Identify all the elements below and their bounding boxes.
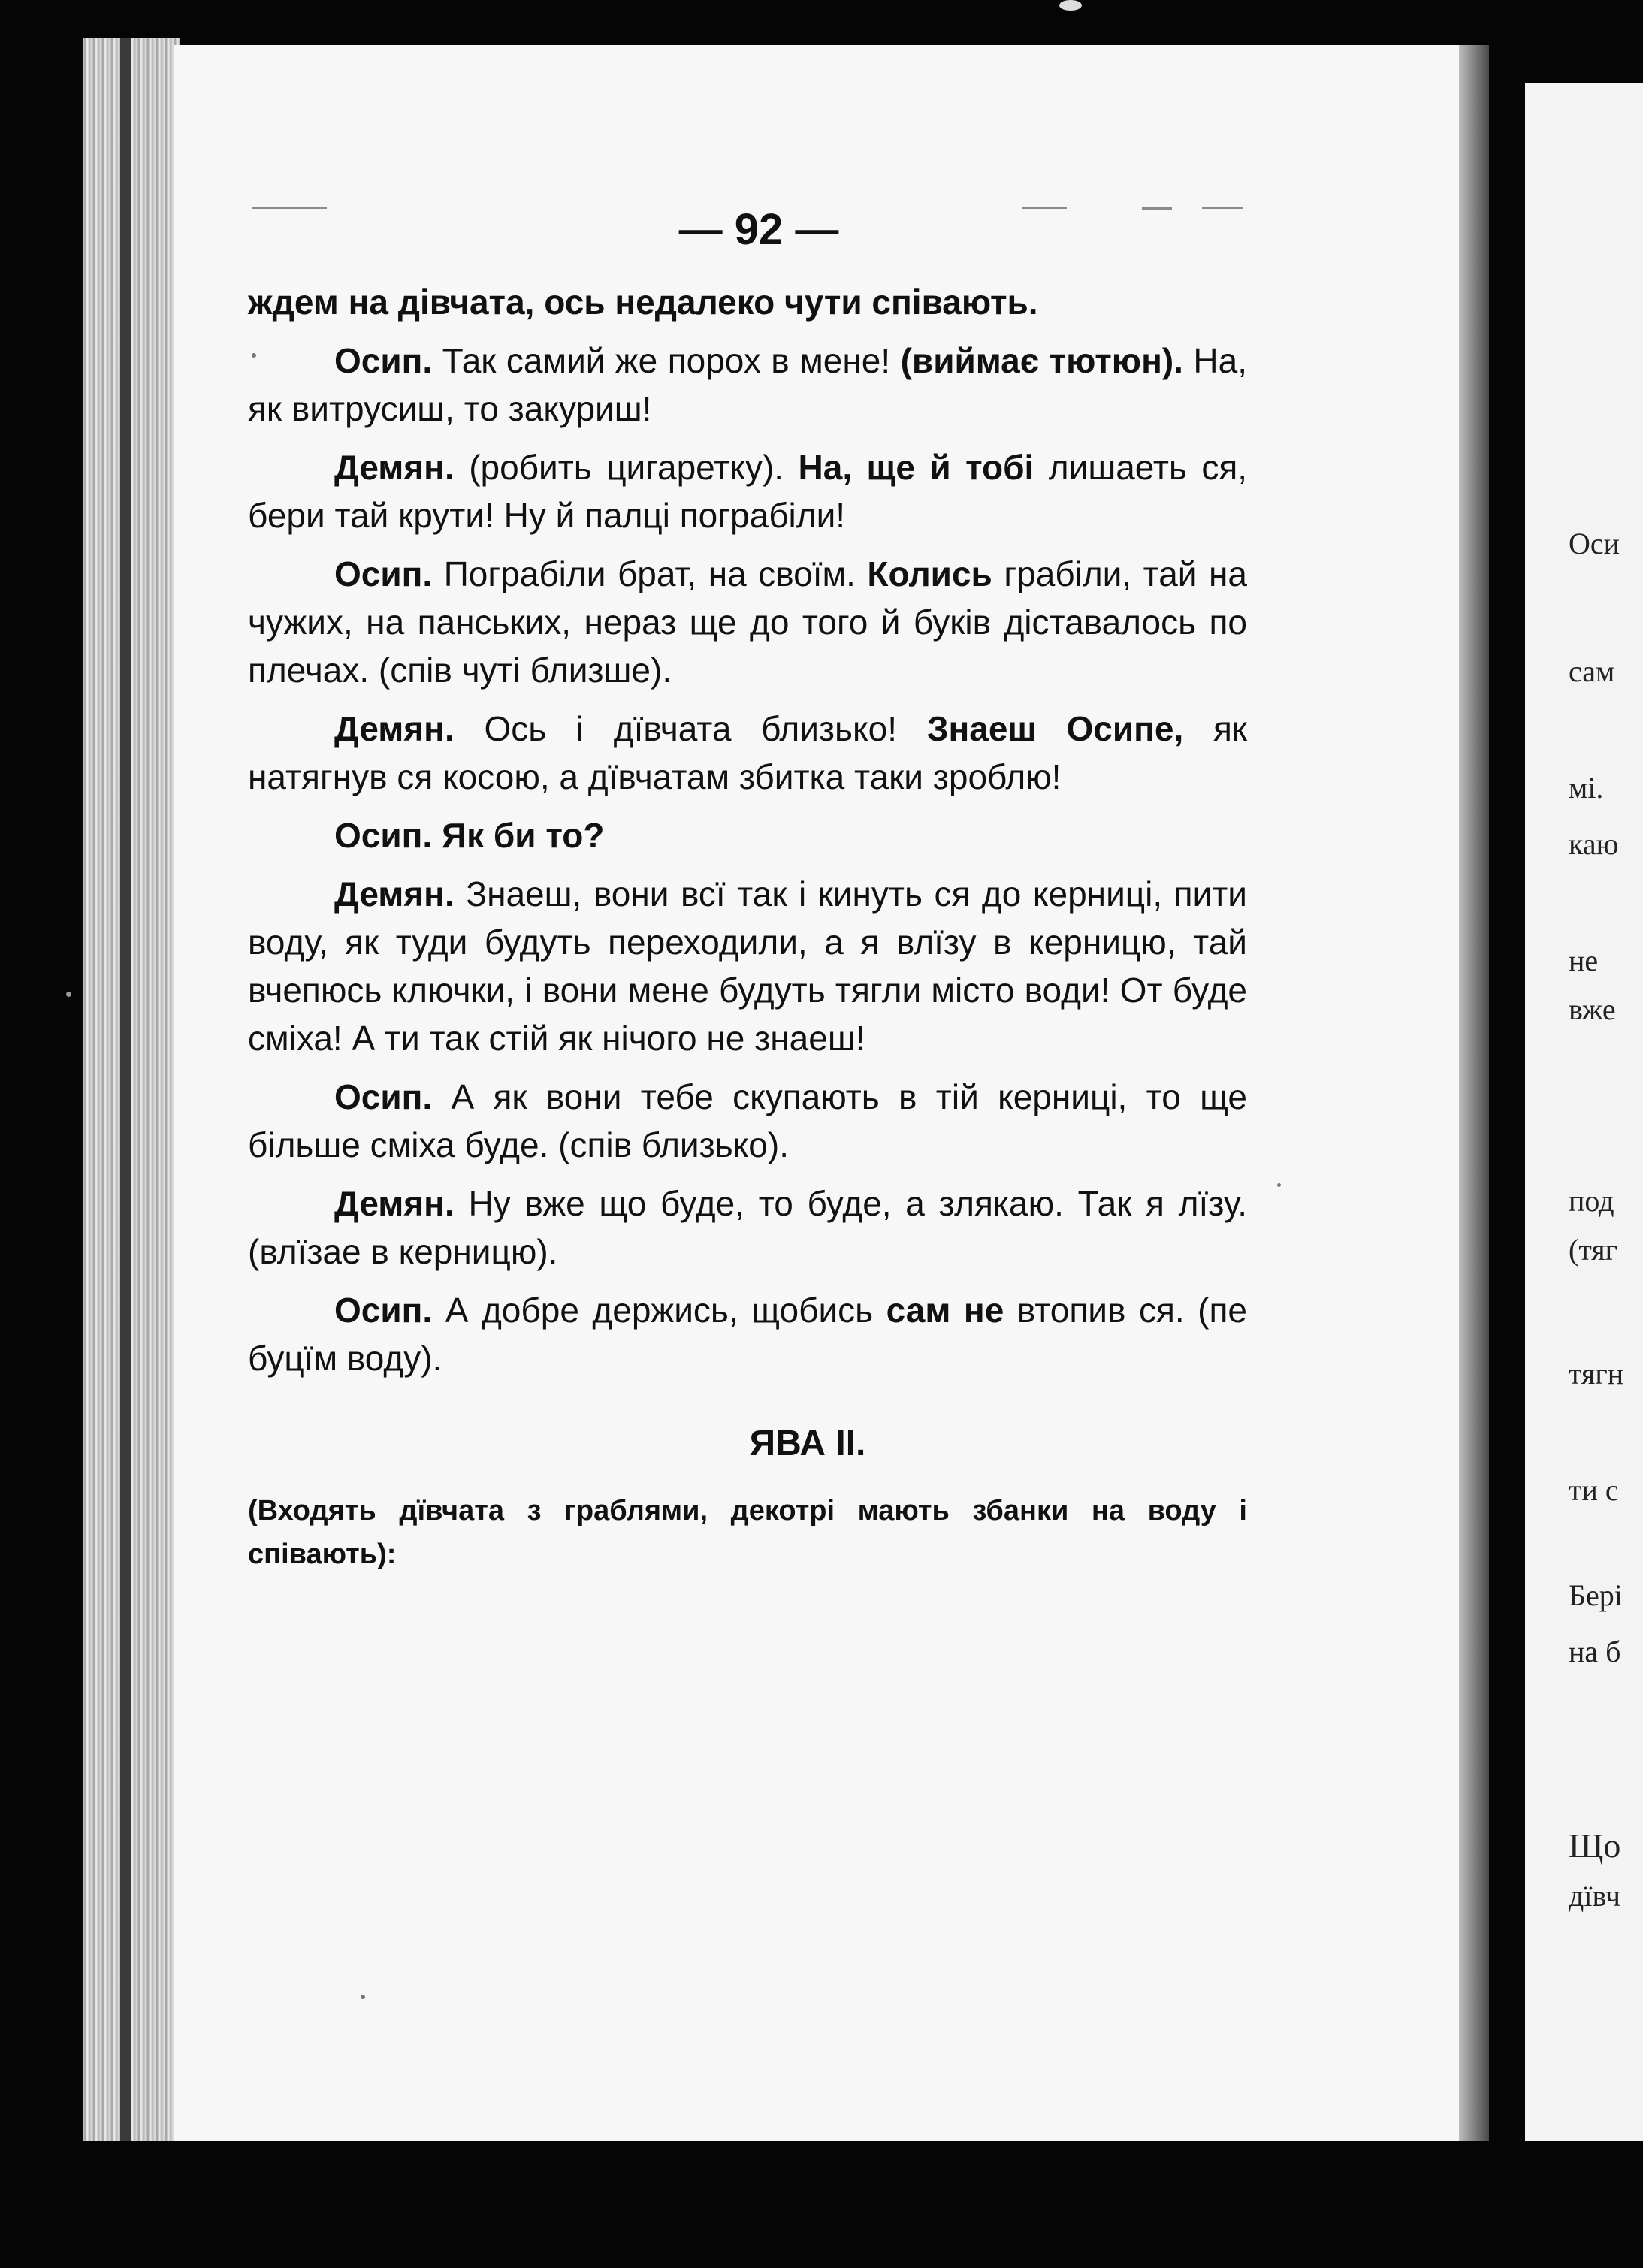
dialogue-paragraph: [248, 1286, 1247, 1382]
page-gutter-shadow: [1459, 45, 1489, 2141]
scan-speck: [1277, 1183, 1281, 1187]
speaker-name: Осип.: [334, 816, 433, 855]
facing-page-fragment: Що: [1569, 1826, 1621, 1865]
speaker-name: Демян.: [334, 448, 455, 487]
dialogue-text: На, як витрусиш, то закуриш!: [248, 341, 1248, 428]
dialogue-text-bold: На, ще й тобі: [798, 448, 1034, 487]
dialogue-text: Як би то?: [442, 816, 605, 855]
facing-page-fragment: сам: [1569, 654, 1615, 688]
page-number: — 92 —: [678, 205, 839, 254]
dialogue-paragraph: [248, 550, 1247, 694]
dialogue-text: (робить цигаретку).: [469, 448, 784, 487]
text-line: ждем на дівчата, ось недалеко чути співають.: [248, 282, 1038, 322]
speaker-name: Демян.: [334, 709, 455, 748]
dialogue-paragraph: [248, 870, 1247, 1062]
speaker-name: Осип.: [334, 554, 433, 593]
speaker-name: Осип.: [334, 1077, 433, 1116]
stage-direction: (Входять дївчата з граблями, декотрі мають збанки на воду і співають):: [248, 1495, 1247, 1570]
scan-speck: [1059, 0, 1082, 11]
dialogue-text: А як вони тебе скупають в тій керниці, то ще більше сміха буде. (спів близько).: [248, 1077, 1247, 1164]
dialogue-paragraph: [248, 337, 1247, 433]
facing-page-fragment: не: [1569, 944, 1599, 977]
dialogue-text: Пограбіли брат, на своїм.: [443, 554, 856, 593]
dialogue-paragraph: [248, 443, 1247, 539]
dialogue-text: лишаеть ся, бери тай крути! Ну й палці пограбіли!: [248, 448, 1248, 535]
dialogue-paragraph: [248, 811, 1247, 859]
dialogue-paragraph: [248, 1179, 1247, 1276]
speaker-name: Осип.: [334, 341, 433, 380]
dialogue-text-bold: сам не: [886, 1291, 1004, 1330]
scan-speck: [361, 1995, 365, 1999]
dialogue-text: втопив ся. (пе буцїм воду).: [248, 1291, 1247, 1378]
facing-page-fragment: (тяг: [1569, 1233, 1618, 1267]
page-text: [248, 278, 1247, 1587]
scan-speck: [66, 992, 71, 997]
facing-page-fragment: ти с: [1569, 1473, 1619, 1507]
facing-page-fragment: вже: [1569, 992, 1616, 1026]
speaker-name: Демян.: [334, 874, 455, 914]
dialogue-text-bold: Колись: [867, 554, 992, 593]
facing-page-fragment: каю: [1569, 827, 1619, 861]
dialogue-text: Ось і дївчата близько!: [484, 709, 897, 748]
speaker-name: Демян.: [334, 1184, 455, 1223]
facing-page-fragment: Бері: [1569, 1578, 1623, 1612]
facing-page-fragment: тягн: [1569, 1357, 1624, 1391]
dialogue-text: Так самий же порох в мене!: [442, 341, 891, 380]
facing-page-fragment: мі.: [1569, 771, 1604, 805]
header-rule-right: [1142, 207, 1172, 210]
book-page-stack: [83, 38, 180, 2141]
speaker-name: Осип.: [334, 1291, 433, 1330]
dialogue-text: Знаеш, вони всї так і кинуть ся до керниці, пити воду, як туди будуть переходили, а я влїзу в керницю, тай вчепюсь ключки, і вони мене будуть тягли місто води! От буде сміха! А ти так стій як нічого не знаеш!: [248, 874, 1248, 1058]
stage-note: (виймає тютюн).: [900, 341, 1183, 380]
header-rule-right: [1202, 207, 1243, 209]
book-spine-shadow: [120, 38, 131, 2141]
facing-page-fragment: под: [1569, 1184, 1614, 1218]
scene-title: ЯВА II.: [749, 1424, 866, 1463]
dialogue-text: грабіли, тай на чужих, на панських, нераз ще до того й буків діставалось по плечах. (спів чуті близше).: [248, 554, 1247, 690]
dialogue-text-bold: Знаеш Осипе,: [926, 709, 1184, 748]
header-rule-right: [1022, 207, 1067, 209]
dialogue-text: Ну вже що буде, то буде, а злякаю. Так я лїзу. (влїзае в керницю).: [248, 1184, 1247, 1271]
header-rule-left: [252, 207, 327, 209]
dialogue-paragraph: [248, 1073, 1247, 1169]
facing-page-fragment: дївч: [1569, 1879, 1620, 1913]
dialogue-paragraph: [248, 705, 1247, 801]
dialogue-text: А добре держись, щобись: [445, 1291, 874, 1330]
facing-page-fragment: на б: [1569, 1635, 1621, 1669]
facing-page-fragment: Оси: [1569, 527, 1620, 560]
dialogue-text: як натягнув ся косою, а дївчатам збитка таки зроблю!: [248, 709, 1248, 796]
